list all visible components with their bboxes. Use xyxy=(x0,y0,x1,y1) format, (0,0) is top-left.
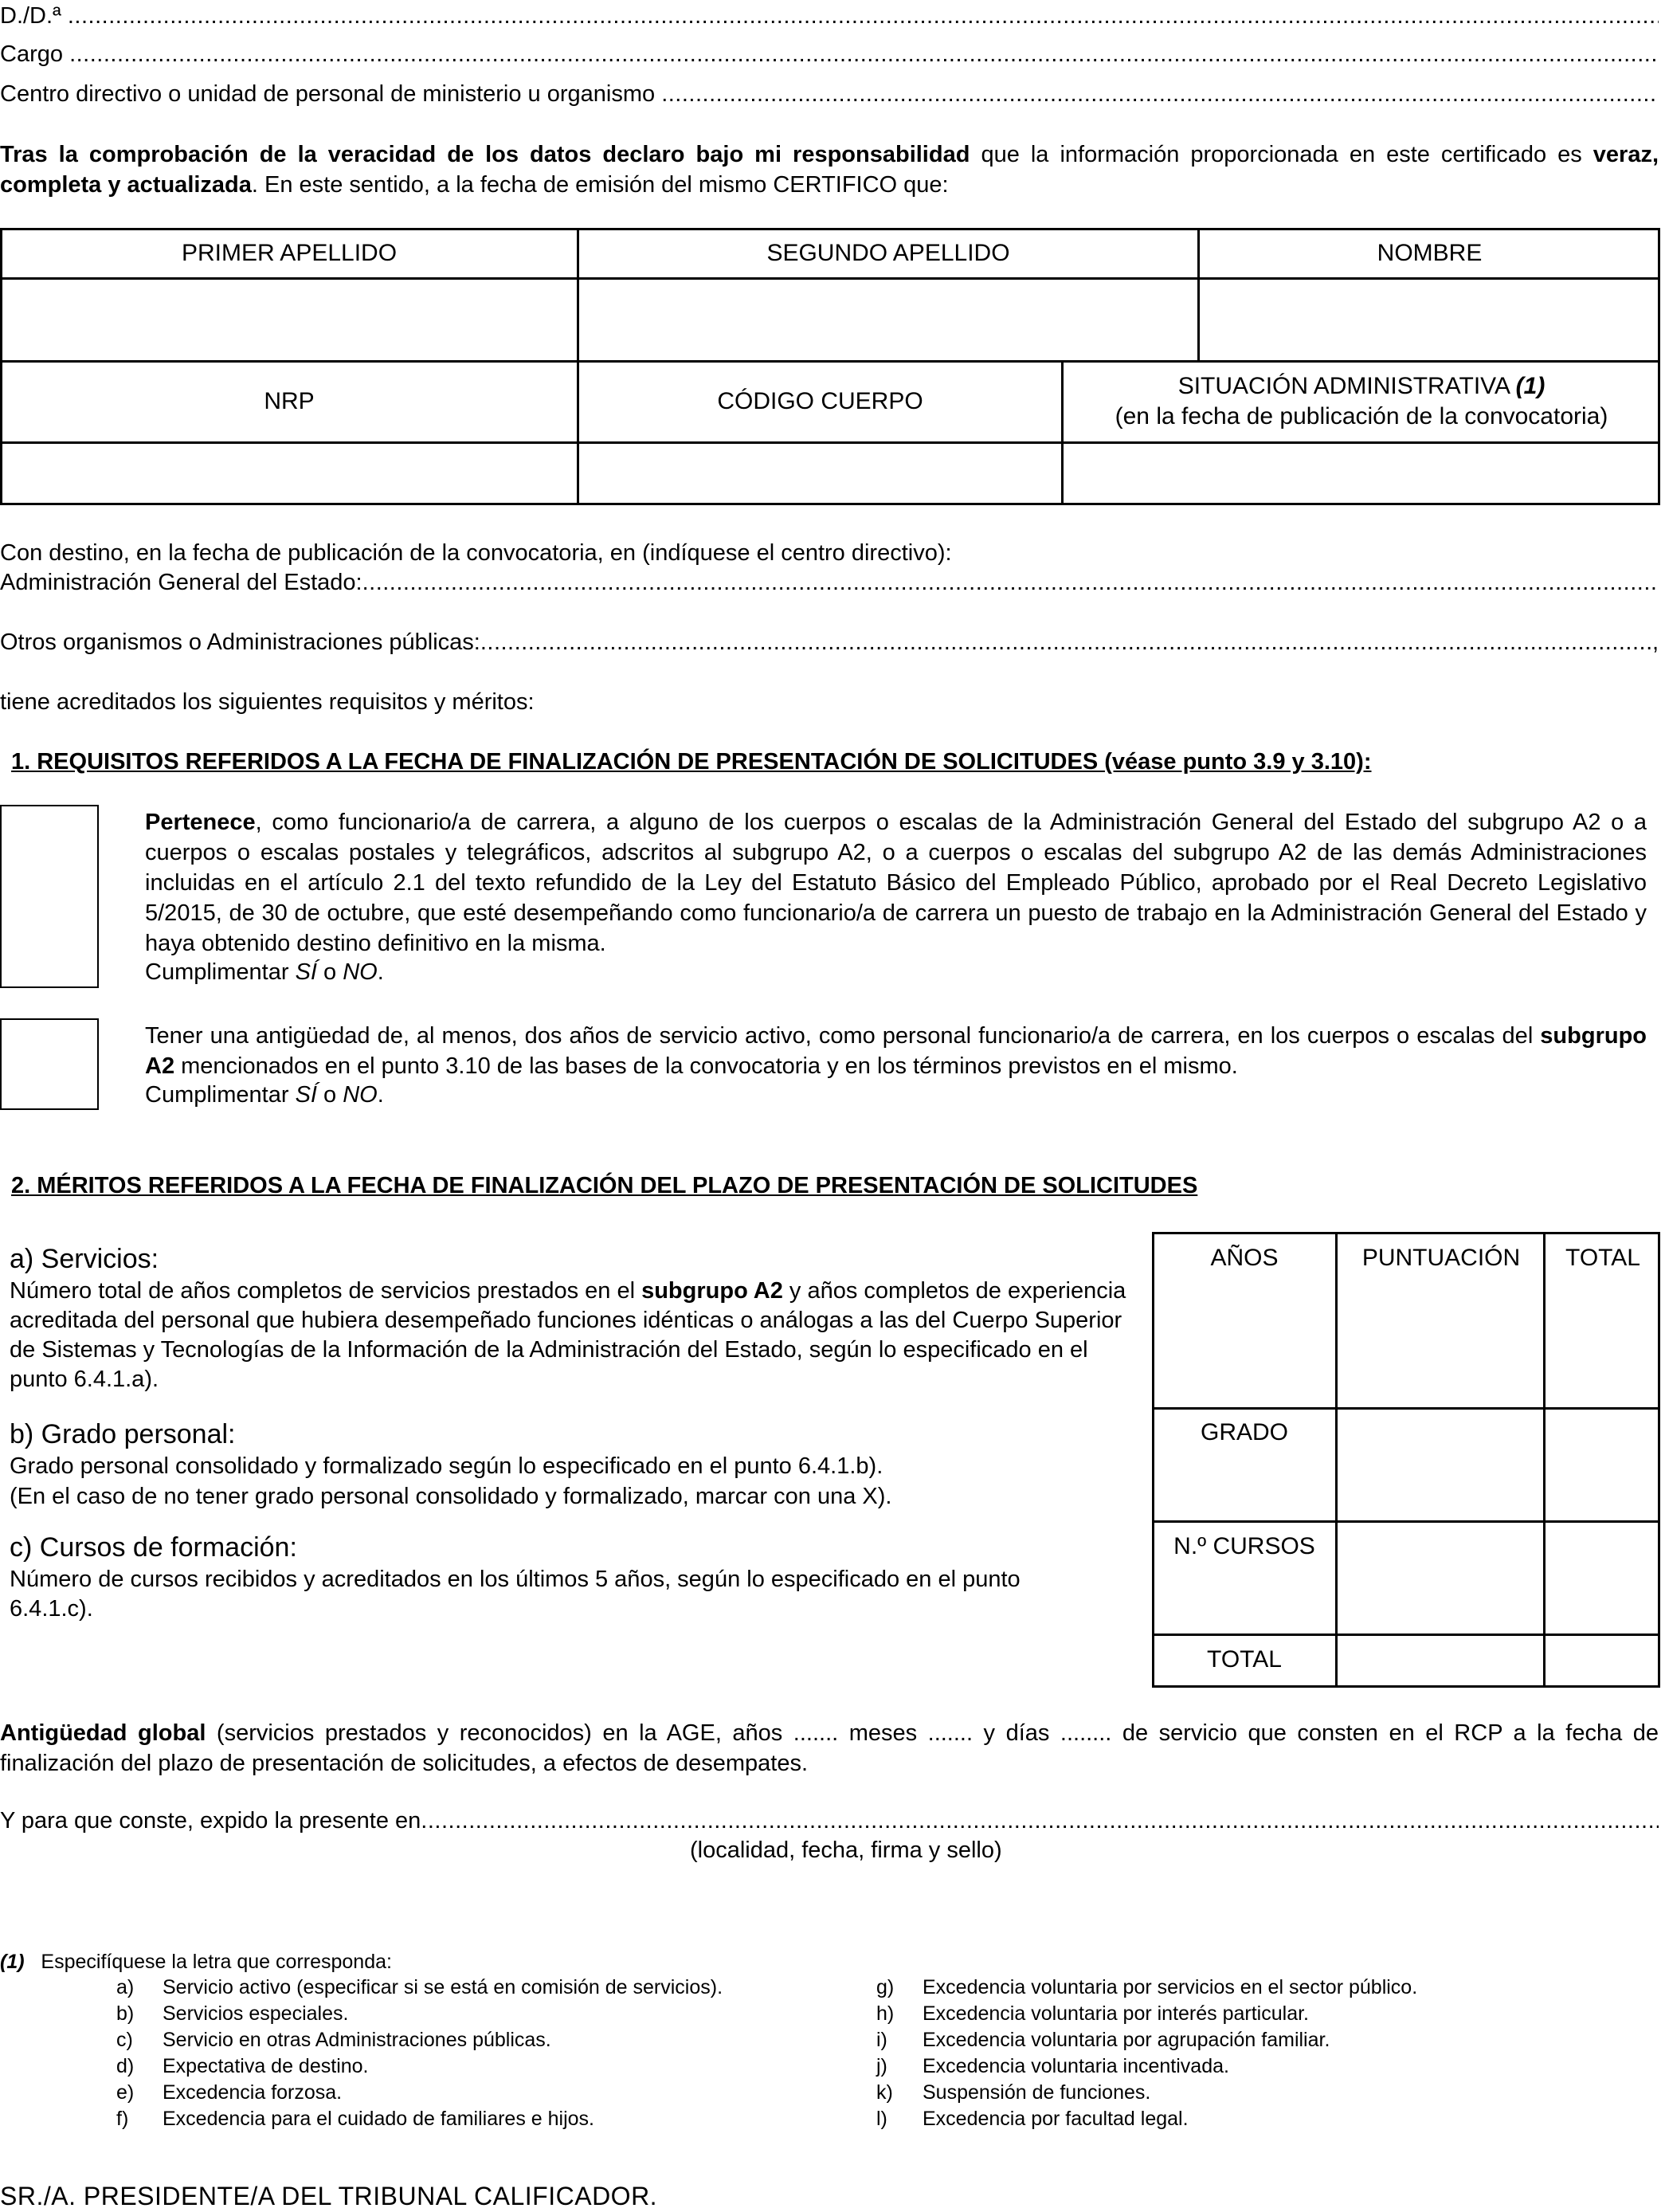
input-puntuacion-cursos[interactable] xyxy=(1338,1523,1542,1633)
dd-label: D./D.ª xyxy=(0,3,61,29)
list-item: j) Excedencia voluntaria incentivada. xyxy=(876,2055,1229,2077)
list-item: c) Servicio en otras Administraciones públicas. xyxy=(116,2029,551,2051)
otros-field[interactable] xyxy=(0,628,1659,657)
declaration xyxy=(0,139,1659,200)
age-field[interactable] xyxy=(0,568,1659,597)
antiguedad-body: (servicios prestados y reconocidos) en la AGE, años ....... meses ....... y días ........ de servicio que consten en el RCP a la fecha de finalización del plazo de presentación de solicitudes, a efectos de desempates. xyxy=(0,1720,1659,1776)
input-total-servicios[interactable] xyxy=(1546,1275,1658,1406)
input-total-total[interactable] xyxy=(1546,1636,1658,1685)
input-puntuacion-total[interactable] xyxy=(1338,1636,1542,1685)
situacion-label: SITUACIÓN ADMINISTRATIVA xyxy=(1177,373,1516,399)
header-nrp: NRP xyxy=(264,388,315,414)
list-item: f) Excedencia para el cuidado de familiares e hijos. xyxy=(116,2108,594,2130)
expido-sub: (localidad, fecha, firma y sello) xyxy=(690,1837,1002,1863)
req1-bold: Pertenece xyxy=(145,810,256,835)
input-segundo-apellido[interactable] xyxy=(580,280,1197,359)
list-item: l) Excedencia por facultad legal. xyxy=(876,2108,1189,2130)
input-codigo-cuerpo[interactable] xyxy=(580,444,1060,503)
input-anos[interactable] xyxy=(1154,1275,1334,1406)
row-total: TOTAL xyxy=(1207,1646,1282,1673)
req2-body-2: mencionados en el punto 3.10 de las bases de la convocatoria y en los términos previstos en el mismo. xyxy=(174,1053,1238,1079)
declaration-bold-1: Tras la comprobación de la veracidad de los datos declaro bajo mi responsabilidad xyxy=(0,142,970,167)
footnote-ref: (1) xyxy=(0,1951,25,1973)
situacion-sub: (en la fecha de publicación de la convocatoria) xyxy=(1115,403,1608,429)
destino-intro: Con destino, en la fecha de publicación de la convocatoria, en (indíquese el centro directivo): xyxy=(0,540,952,566)
grado-text-2: (En el caso de no tener grado personal consolidado y formalizado, marcar con una X). xyxy=(10,1484,892,1509)
list-item: i) Excedencia voluntaria por agrupación familiar. xyxy=(876,2029,1330,2051)
expido-field[interactable] xyxy=(0,1806,1659,1835)
footnote-left-list xyxy=(116,1975,833,2132)
otros-end: , xyxy=(1651,629,1659,655)
cursos-text: Número de cursos recibidos y acreditados en los últimos 5 años, según lo especificado en el punto 6.4.1.c). xyxy=(10,1567,1021,1622)
list-item: a) Servicio activo (especificar si se está en comisión de servicios). xyxy=(116,1976,723,1998)
expido-label: Y para que conste, expido la presente en xyxy=(0,1808,421,1834)
input-puntuacion-grado[interactable] xyxy=(1338,1410,1542,1520)
dd-field[interactable] xyxy=(0,2,1659,30)
req2-checkbox[interactable] xyxy=(0,1018,99,1110)
list-item: k) Suspensión de funciones. xyxy=(876,2081,1151,2104)
servicios-title: a) Servicios: xyxy=(10,1244,159,1274)
tiene-text: tiene acreditados los siguientes requisitos y méritos: xyxy=(0,689,535,715)
servicios-text: Número total de años completos de servicios prestados en el subgrupo A2 y años completos de experiencia acreditada del personal que hubiera desempeñado funciones idénticas o análogas a las del Cuerpo Superior de Sistemas y Tecnologías de la Información de la Administración del Estado, según lo especificado en el punto 6.4.1.a). xyxy=(10,1278,1126,1392)
centro-field[interactable] xyxy=(0,80,1659,108)
footnote-right-list xyxy=(876,1975,1657,2132)
list-item: d) Expectativa de destino. xyxy=(116,2055,369,2077)
col-anos: AÑOS xyxy=(1210,1245,1279,1271)
input-situacion[interactable] xyxy=(1064,444,1658,503)
req2-body-1: Tener una antigüedad de, al menos, dos años de servicio activo, como personal funcionario/a de carrera, en los cuerpos o escalas del xyxy=(145,1023,1541,1049)
situacion-ref: (1) xyxy=(1515,373,1546,399)
req1-checkbox[interactable] xyxy=(0,805,99,988)
cursos-title: c) Cursos de formación: xyxy=(10,1532,297,1563)
antiguedad-text xyxy=(0,1718,1659,1779)
declaration-text-1: que la información proporcionada en este certificado es xyxy=(970,142,1593,167)
centro-label: Centro directivo o unidad de personal de ministerio u organismo xyxy=(0,81,656,107)
grado-title: b) Grado personal: xyxy=(10,1419,236,1449)
header-codigo-cuerpo: CÓDIGO CUERPO xyxy=(717,388,923,414)
section1-heading: 1. REQUISITOS REFERIDOS A LA FECHA DE FINALIZACIÓN DE PRESENTACIÓN DE SOLICITUDES (véase punto 3.9 y 3.10): xyxy=(11,749,1372,775)
req1-body: , como funcionario/a de carrera, a alguno de los cuerpos o escalas de la Administración General del Estado del subgrupo A2 o a cuerpos o escalas postales y telegráficos, adscritos al subgrupo A2, o a cuerpos o escalas del subgrupo A2 de las demás Administraciones incluidas en el artículo 2.1 del texto refundido de la Ley del Estatuto Básico del Empleado Público, aprobado por el Real Decreto Legislativo 5/2015, de 30 de octubre, que esté desempeñando como funcionario/a de carrera un puesto de trabajo en la Administración General del Estado y haya obtenido destino definitivo en la misma. xyxy=(145,810,1647,956)
grado-text-1: Grado personal consolidado y formalizado según lo especificado en el punto 6.4.1.b). xyxy=(10,1453,883,1479)
input-nrp[interactable] xyxy=(2,444,576,503)
header-nombre: NOMBRE xyxy=(1377,240,1483,266)
row-grado: GRADO xyxy=(1200,1419,1288,1445)
req1-text xyxy=(145,807,1647,959)
col-puntuacion: PUNTUACIÓN xyxy=(1361,1245,1521,1271)
input-total-grado[interactable] xyxy=(1546,1410,1658,1520)
antiguedad-bold: Antigüedad global xyxy=(0,1720,206,1746)
req2-text xyxy=(145,1021,1647,1081)
input-puntuacion-servicios[interactable] xyxy=(1338,1275,1542,1406)
req1-cumplimentar: Cumplimentar SÍ o NO. xyxy=(145,959,384,985)
row-cursos: N.º CURSOS xyxy=(1173,1533,1315,1559)
req2-bold: subgrupo A2 xyxy=(145,1023,1647,1079)
declaration-bold-2: veraz, completa y actualizada xyxy=(0,142,1659,198)
list-item: g) Excedencia voluntaria por servicios en el sector público. xyxy=(876,1976,1418,1998)
section2-heading: 2. MÉRITOS REFERIDOS A LA FECHA DE FINALIZACIÓN DEL PLAZO DE PRESENTACIÓN DE SOLICITUDES xyxy=(11,1173,1198,1198)
req2-cumplimentar: Cumplimentar SÍ o NO. xyxy=(145,1082,384,1108)
list-item: e) Excedencia forzosa. xyxy=(116,2081,343,2104)
input-primer-apellido[interactable] xyxy=(2,280,576,359)
cargo-field[interactable] xyxy=(0,40,1659,69)
declaration-text-2: . En este sentido, a la fecha de emisión del mismo CERTIFICO que: xyxy=(251,172,949,198)
cargo-label: Cargo xyxy=(0,41,63,67)
footnote-intro: Especifíquese la letra que corresponda: xyxy=(41,1951,392,1973)
col-total: TOTAL xyxy=(1565,1245,1640,1271)
header-primer-apellido: PRIMER APELLIDO xyxy=(181,240,398,266)
header-situacion xyxy=(1063,362,1660,441)
age-label: Administración General del Estado: xyxy=(0,570,362,595)
input-total-cursos[interactable] xyxy=(1546,1523,1658,1633)
otros-label: Otros organismos o Administraciones públicas: xyxy=(0,629,480,655)
list-item: h) Excedencia voluntaria por interés particular. xyxy=(876,2002,1309,2025)
header-segundo-apellido: SEGUNDO APELLIDO xyxy=(766,240,1010,266)
addressee: SR./A. PRESIDENTE/A DEL TRIBUNAL CALIFICADOR. xyxy=(0,2182,658,2210)
footnote-intro-line xyxy=(0,1949,392,1975)
input-nombre[interactable] xyxy=(1201,280,1658,359)
list-item: b) Servicios especiales. xyxy=(116,2002,349,2025)
